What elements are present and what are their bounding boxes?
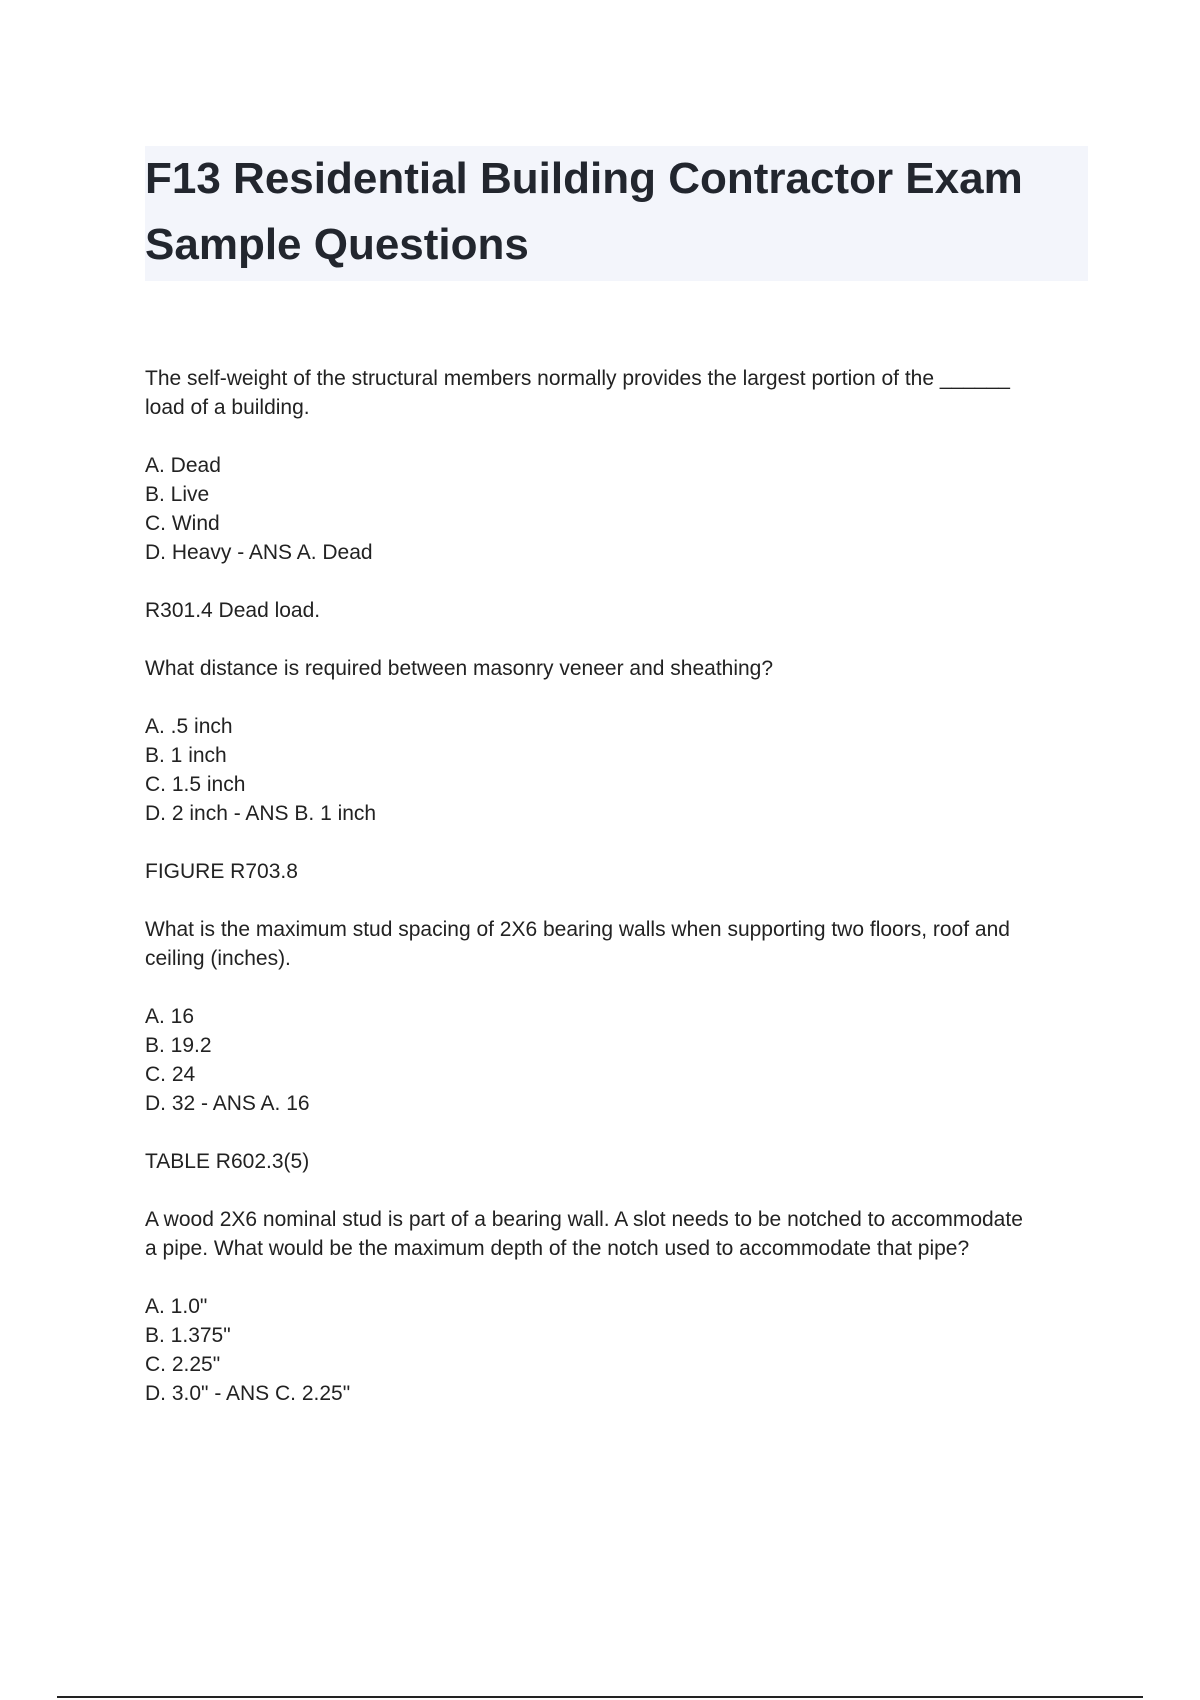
- question-text-line: What is the maximum stud spacing of 2X6 bearing walls when supporting two floors, roof and: [145, 918, 1010, 941]
- question-prompt: [145, 1205, 1085, 1263]
- answer-option: A. .5 inch: [145, 715, 233, 738]
- question-text-line: What distance is required between masonry veneer and sheathing?: [145, 657, 774, 680]
- answer-option: C. Wind: [145, 512, 220, 535]
- answer-option: C. 24: [145, 1063, 196, 1086]
- question-text-line: a pipe. What would be the maximum depth of the notch used to accommodate that pipe?: [145, 1237, 970, 1260]
- answer-options: [145, 1292, 1085, 1408]
- code-reference: R301.4 Dead load.: [145, 599, 321, 622]
- answer-option: C. 2.25": [145, 1353, 221, 1376]
- answer-option: A. Dead: [145, 454, 221, 477]
- title-block: [145, 146, 1088, 281]
- answer-option: B. 19.2: [145, 1034, 212, 1057]
- answer-option: D. 2 inch - ANS B. 1 inch: [145, 802, 377, 825]
- answer-options: [145, 1002, 1085, 1118]
- answer-option: A. 1.0": [145, 1295, 208, 1318]
- question-prompt: [145, 364, 1085, 422]
- question-prompt: [145, 654, 1085, 683]
- answer-option: B. 1 inch: [145, 744, 227, 767]
- footer-divider: [57, 1696, 1143, 1698]
- answer-option: D. Heavy - ANS A. Dead: [145, 541, 373, 564]
- page-title-line-2: Sample Questions: [145, 220, 529, 269]
- question-text-line: The self-weight of the structural members normally provides the largest portion of the ______: [145, 367, 1010, 390]
- code-reference: TABLE R602.3(5): [145, 1150, 310, 1173]
- questions-container: [145, 364, 1085, 1437]
- answer-options: [145, 712, 1085, 828]
- question-text-line: A wood 2X6 nominal stud is part of a bearing wall. A slot needs to be notched to accommodate: [145, 1208, 1023, 1231]
- answer-option: B. Live: [145, 483, 210, 506]
- answer-options: [145, 451, 1085, 567]
- answer-option: D. 3.0" - ANS C. 2.25": [145, 1382, 351, 1405]
- answer-option: B. 1.375": [145, 1324, 231, 1347]
- question-text-line: ceiling (inches).: [145, 947, 291, 970]
- answer-option: C. 1.5 inch: [145, 773, 246, 796]
- answer-option: A. 16: [145, 1005, 195, 1028]
- page-title-line-1: F13 Residential Building Contractor Exam: [145, 154, 1023, 203]
- question-prompt: [145, 915, 1085, 973]
- answer-option: D. 32 - ANS A. 16: [145, 1092, 310, 1115]
- code-reference: FIGURE R703.8: [145, 860, 298, 883]
- question-text-line: load of a building.: [145, 396, 310, 419]
